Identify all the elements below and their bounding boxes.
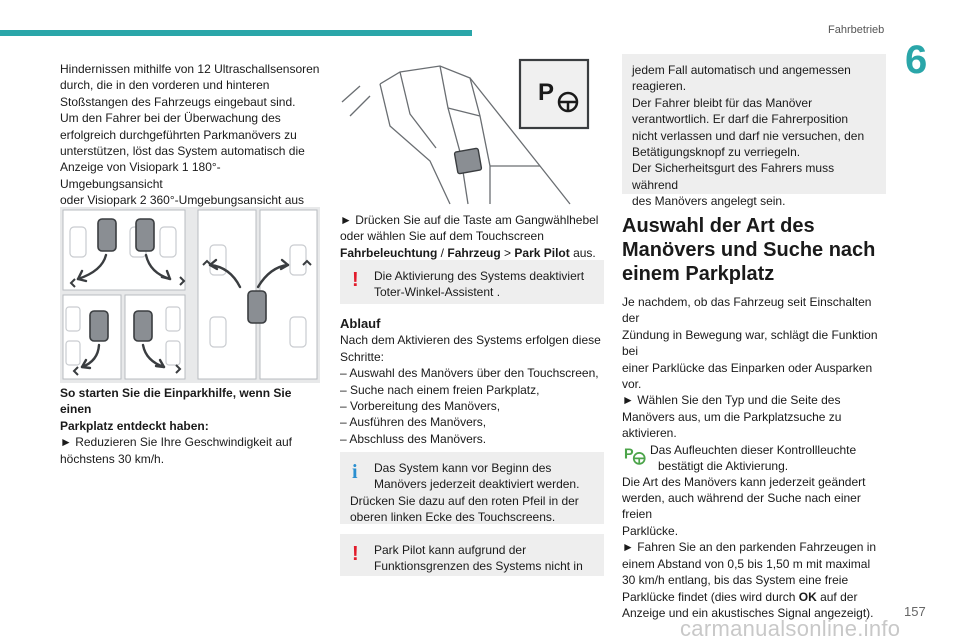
text-line: einem Abstand von 0,5 bis 1,50 m mit maximal <box>622 556 871 571</box>
text-fragment: Parklücke findet (dies wird durch <box>622 589 799 604</box>
warning-text: jedem Fall automatisch und angemessen <box>632 63 851 77</box>
watermark: carmanualsonline.info <box>680 616 901 640</box>
text-fragment: auf der <box>816 589 858 604</box>
lamp-text: bestätigt die Aktivierung. <box>658 458 789 473</box>
warning-text: Der Fahrer bleibt für das Manöver <box>632 95 813 110</box>
warning-text: Park Pilot kann aufgrund der <box>374 543 527 557</box>
header-accent-bar <box>0 30 472 36</box>
instruction-step: ► Reduzieren Sie Ihre Geschwindigkeit auf <box>60 435 292 450</box>
warning-box-limits <box>340 534 604 576</box>
text-line: Anzeige von Visiopark 1 180°-Umgebungsansicht <box>60 160 221 191</box>
parking-maneuver-illustration <box>60 207 320 383</box>
text-line: Anzeige und ein akustisches Signal angezeigt). <box>622 605 874 620</box>
heading-line: einem Parkplatz <box>622 263 775 285</box>
text-line: Manövers aus, um die Parkplatzsuche zu <box>622 409 842 424</box>
warning-text: Die Aktivierung des Systems deaktiviert <box>374 269 585 283</box>
step-line: ► Drücken Sie auf die Taste am Gangwählhebel <box>340 213 599 227</box>
gear-selector-illustration <box>340 56 604 206</box>
text-line: unterstützen, löst das System automatisch die <box>60 144 305 159</box>
warning-icon: ! <box>352 543 359 565</box>
warning-text: Betätigungsknopf zu verriegeln. <box>632 145 801 160</box>
instruction-heading: So starten Sie die Einparkhilfe, wenn Sie einen <box>60 386 292 417</box>
procedure-heading: Ablauf <box>340 316 381 331</box>
text-line: Zündung in Bewegung war, schlägt die Funktion bei <box>622 327 878 359</box>
procedure-section <box>340 316 604 447</box>
text-line: Stoßstangen des Fahrzeugs eingebaut sind. <box>60 94 296 109</box>
text-line: Die Art des Manövers kann jederzeit geändert <box>622 474 866 489</box>
start-instructions <box>60 385 322 467</box>
indicator-lamp-row <box>622 442 886 474</box>
info-text: oberen linken Ecke des Touchscreens. <box>350 510 556 525</box>
warning-text: Toter-Winkel-Assistent . <box>374 285 501 300</box>
procedure-line: – Ausführen des Manövers, <box>340 415 487 430</box>
warning-box-continued <box>622 54 886 209</box>
text-line: einer Parklücke das Einparken oder Ausparken vor. <box>622 360 873 392</box>
section-title: Fahrbetrieb <box>828 24 885 36</box>
warning-icon: ! <box>352 269 359 291</box>
lamp-letter: P <box>624 446 634 463</box>
warning-text: reagieren. <box>632 79 687 94</box>
text-line: aktivieren. <box>622 426 677 441</box>
ok-label: OK <box>798 589 817 604</box>
warning-text: Funktionsgrenzen des Systems nicht in <box>374 559 583 574</box>
text-line: erfolgreich durchgeführten Parkmanövers zu <box>60 127 297 142</box>
info-icon: i <box>352 461 358 483</box>
lamp-text: Das Aufleuchten dieser Kontrollleuchte <box>650 442 857 457</box>
procedure-line: – Auswahl des Manövers über den Touchscreen, <box>340 366 599 381</box>
text-line: ► Fahren Sie an den parkenden Fahrzeugen in <box>622 540 877 555</box>
separator: > <box>500 245 515 260</box>
procedure-line: Nach dem Aktivieren des Systems erfolgen diese <box>340 333 601 348</box>
separator: / <box>437 245 448 260</box>
instruction-heading: Parkplatz entdeckt haben: <box>60 418 209 433</box>
info-text: Manövers jederzeit deaktiviert werden. <box>374 477 580 492</box>
maneuver-section <box>622 214 886 621</box>
text-line: ► Wählen Sie den Typ und die Seite des <box>622 393 841 408</box>
text-line: 30 km/h entlang, bis das System eine freie <box>622 573 849 588</box>
step-line: oder wählen Sie auf dem Touchscreen <box>340 229 544 244</box>
step-end: aus. <box>569 245 596 260</box>
text-line: durch, die in den vorderen und hinteren <box>60 78 270 93</box>
menu-item-vehicle: Fahrzeug <box>447 245 501 260</box>
section-heading <box>622 214 886 286</box>
page-number: 157 <box>904 604 926 619</box>
info-text: Das System kann vor Beginn des <box>374 461 552 475</box>
activation-text <box>340 212 604 261</box>
warning-text: des Manövers angelegt sein. <box>632 194 786 209</box>
menu-path <box>340 245 604 261</box>
text-line: Parklücke. <box>622 523 679 538</box>
info-text: Drücken Sie dazu auf den roten Pfeil in der <box>350 493 579 508</box>
warning-text: verantwortlich. Er darf die Fahrerposition <box>632 112 849 127</box>
procedure-line: – Suche nach einem freien Parkplatz, <box>340 382 540 397</box>
warning-text: nicht verlassen und darf nie versuchen, den <box>632 128 865 143</box>
park-button-letter: P <box>538 79 555 106</box>
procedure-line: – Vorbereitung des Manövers, <box>340 399 501 414</box>
text-line <box>622 589 886 605</box>
text-line: Je nachdem, ob das Fahrzeug seit Einschalten der <box>622 295 872 326</box>
heading-line: Manövers und Suche nach <box>622 239 876 261</box>
text-line: Hindernissen mithilfe von 12 Ultraschallsensoren <box>60 62 320 76</box>
chapter-number: 6 <box>905 38 928 82</box>
procedure-line: – Abschluss des Manövers. <box>340 431 487 446</box>
menu-item-lighting: Fahrbeleuchtung <box>340 245 438 260</box>
info-box-deactivate <box>340 452 604 524</box>
text-line: Um den Fahrer bei der Überwachung des <box>60 111 281 126</box>
procedure-line: Schritte: <box>340 349 385 364</box>
warning-text: Der Sicherheitsgurt des Fahrers muss während <box>632 161 835 192</box>
text-line: oder Visiopark 2 360°-Umgebungsansicht aus <box>60 193 305 208</box>
heading-line: Auswahl der Art des <box>622 215 815 237</box>
menu-item-park-pilot: Park Pilot <box>514 245 570 260</box>
park-pilot-lamp-icon <box>622 444 648 466</box>
gear-lever-drawing <box>340 56 604 206</box>
text-line: werden, auch während der Suche nach einer freien <box>622 491 861 522</box>
warning-box-blindspot <box>340 260 604 304</box>
instruction-step: höchstens 30 km/h. <box>60 451 165 466</box>
parking-diagram <box>60 207 320 383</box>
